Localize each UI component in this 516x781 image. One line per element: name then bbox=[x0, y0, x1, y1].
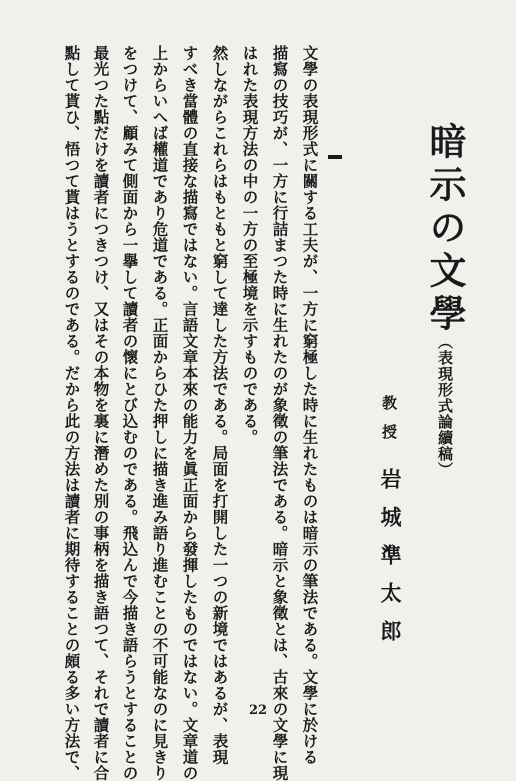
article-title: 暗示の文學 bbox=[423, 122, 467, 337]
body-column: 點して貰ひ、悟つて貰はうとするのである。だから此の方法は讀者に期待することの頗る多い方法で、 bbox=[62, 45, 82, 781]
body-column: 文學の表現形式に關する工夫が、一方に窮極した時に生れたものは暗示の筆法である。文學に於ける bbox=[300, 45, 320, 765]
article-subtitle: （表現形式論續稿） bbox=[436, 334, 454, 478]
section-number-mark bbox=[328, 155, 342, 159]
author-name: 岩城準太郎 bbox=[378, 468, 403, 658]
body-column: 然しながらこれらはもともと窮して達した方法である。局面を打開した一つの新境ではあるが、表現 bbox=[210, 45, 230, 765]
author-rank: 教授 bbox=[380, 395, 398, 453]
body-column: 最光つた點だけを讀者につきつけ、又はその本物を裏に潛めた別の事柄を描き語つて、それで讀者に合 bbox=[91, 45, 111, 781]
body-column: をつけて、顧みて側面から一擧して讀者の懷にとび込むのである。飛込んで今描き語らうとすることの bbox=[120, 45, 140, 781]
page-number: 22 bbox=[248, 703, 268, 718]
body-column: はれた表現方法の中の一方の至極境を示すものである。 bbox=[240, 45, 260, 445]
body-column: すべき當體の直接な描寫ではない。言語文章本來の能力を眞正面から發揮したものではない。文章道の bbox=[180, 45, 200, 781]
body-column: 上からいへば權道であり危道である。正面からひた押しに描き進み語り進むことの不可能なのに見きり bbox=[150, 45, 170, 781]
body-column: 描寫の技巧が、一方に行詰まつた時に生れたのが象徵の筆法である。暗示と象徵とは、古來の文學に現 bbox=[270, 45, 290, 781]
